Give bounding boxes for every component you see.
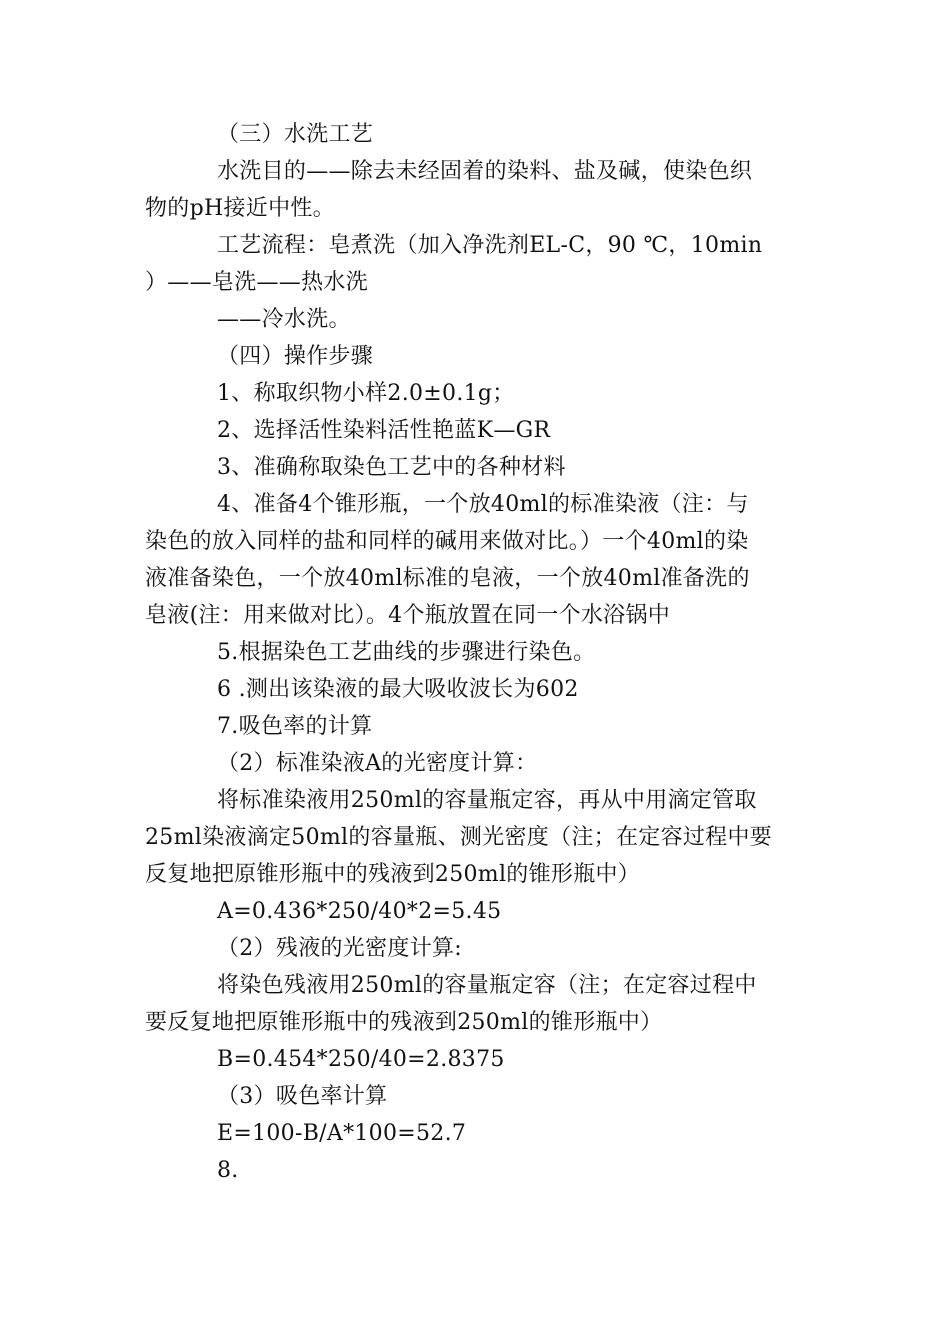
paragraph-line: ——冷水洗。 xyxy=(217,307,351,332)
subsection-heading: （3）吸色率计算 xyxy=(217,1084,388,1109)
paragraph-line: 皂液(注：用来做对比）。4个瓶放置在同一个水浴锅中 xyxy=(145,603,671,628)
paragraph-line: 反复地把原锥形瓶中的残液到250ml的锥形瓶中） xyxy=(145,862,641,887)
step-item: 4、准备4个锥形瓶，一个放40ml的标准染液（注：与 xyxy=(217,492,749,517)
paragraph-line: 物的pH接近中性。 xyxy=(145,196,335,221)
paragraph-line: 将标准染液用250ml的容量瓶定容，再从中用滴定管取 xyxy=(217,788,757,813)
section-heading-washing: （三）水洗工艺 xyxy=(217,122,374,147)
formula-line: E=100-B/A*100=52.7 xyxy=(217,1121,467,1146)
paragraph-line: 染色的放入同样的盐和同样的碱用来做对比。）一个40ml的染 xyxy=(145,529,749,554)
formula-line: A=0.436*250/40*2=5.45 xyxy=(217,899,502,924)
paragraph-line: ）——皂洗——热水洗 xyxy=(145,270,369,295)
paragraph-line: 水洗目的——除去未经固着的染料、盐及碱，使染色织 xyxy=(217,159,753,184)
step-item: 6 .测出该染液的最大吸收波长为602 xyxy=(217,677,579,702)
paragraph-line: 工艺流程：皂煮洗（加入净洗剂EL-C，90 ℃，10min xyxy=(217,233,763,258)
document-body xyxy=(145,116,815,1189)
paragraph-line: 将染色残液用250ml的容量瓶定容（注；在定容过程中 xyxy=(217,973,757,998)
subsection-heading: （2）残液的光密度计算: xyxy=(217,936,463,961)
section-heading-steps: （四）操作步骤 xyxy=(217,344,374,369)
step-item: 7.吸色率的计算 xyxy=(217,714,373,739)
step-item: 1、称取织物小样2.0±0.1g； xyxy=(217,381,515,406)
paragraph-line: 要反复地把原锥形瓶中的残液到250ml的锥形瓶中） xyxy=(145,1010,663,1035)
paragraph-line: 25ml染液滴定50ml的容量瓶、测光密度（注；在定容过程中要 xyxy=(145,825,773,850)
step-item: 8. xyxy=(217,1158,239,1183)
paragraph-line: 液准备染色，一个放40ml标准的皂液，一个放40ml准备洗的 xyxy=(145,566,750,591)
subsection-heading: （2）标准染液A的光密度计算： xyxy=(217,751,538,776)
step-item: 5.根据染色工艺曲线的步骤进行染色。 xyxy=(217,640,596,665)
formula-line: B=0.454*250/40=2.8375 xyxy=(217,1047,505,1072)
step-item: 2、选择活性染料活性艳蓝K—GR xyxy=(217,418,551,443)
step-item: 3、准确称取染色工艺中的各种材料 xyxy=(217,455,566,480)
